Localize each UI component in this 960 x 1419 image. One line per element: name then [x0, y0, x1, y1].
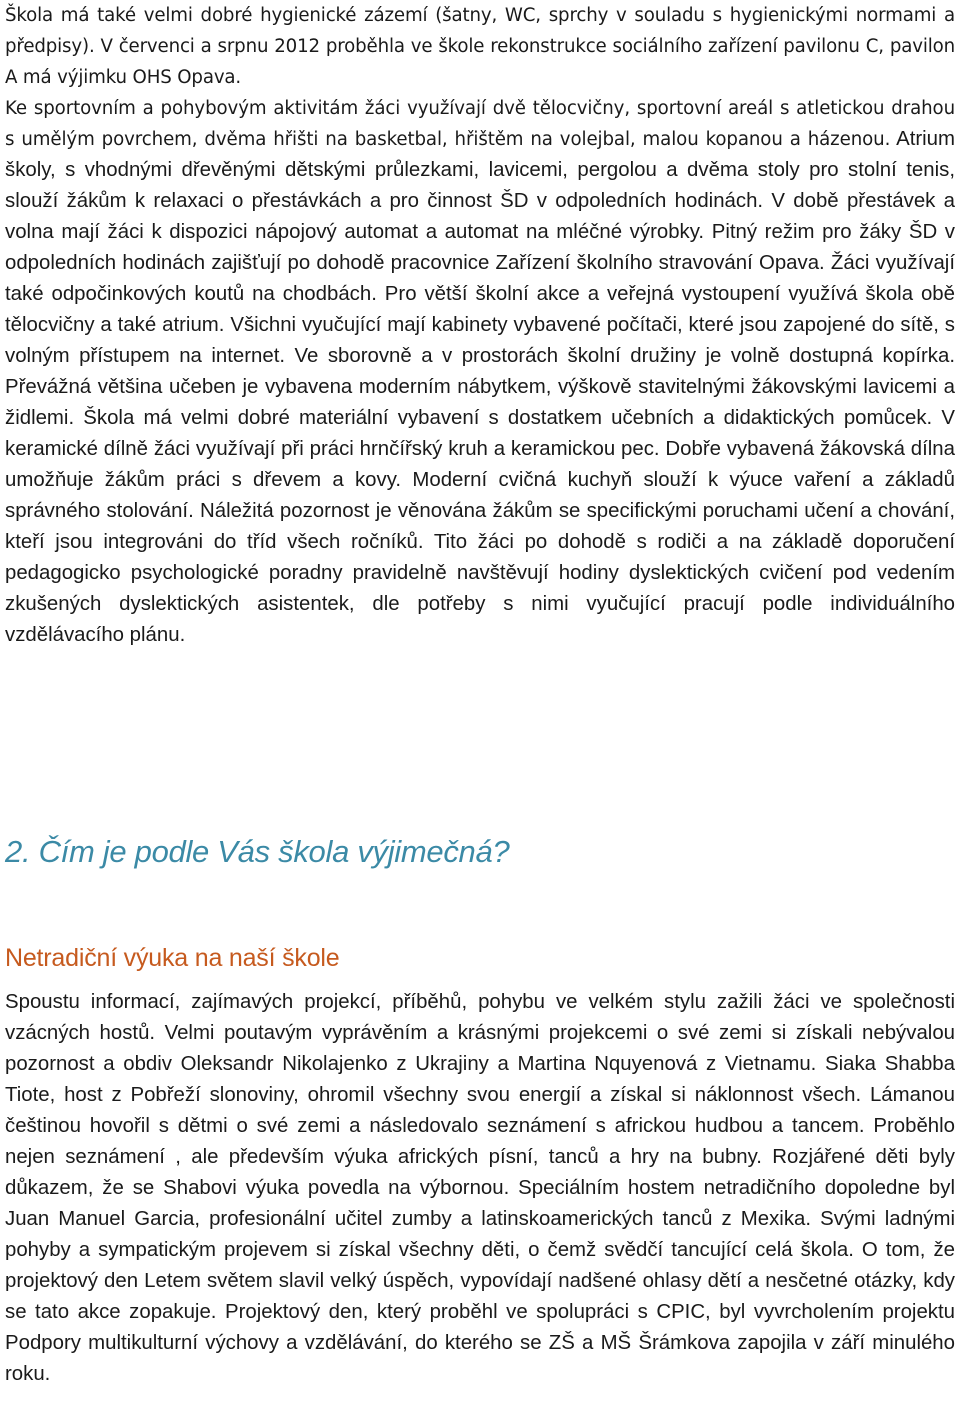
paragraph-facilities-rest: Atrium školy, s vhodnými dřevěnými dětskými průlezkami, lavicemi, pergolou a dvěma stoly pro stolní tenis, slouží žákům k relaxaci o přestávkách a pro činnost ŠD v odpoledních hodinách. V době přestávek a volna mají žáci k dispozici nápojový automat a automat na mléčné výrobky. Pitný režim pro žáky ŠD v odpoledních hodinách zajišťují po dohodě pracovnice Zařízení školního stravování Opava. Žáci využívají také odpočinkových koutů na chodbách. Pro větší školní akce a veřejná vystoupení využívá škola obě tělocvičny a také atrium. Všichni vyučující mají kabinety vybavené počítači, které jsou zapojené do sítě, s volným přístupem na internet. Ve sborovně a v prostorách školní družiny je volně dostupná kopírka. Převážná většina učeben je vybavena moderním nábytkem, výškově stavitelnými žákovskými lavicemi a židlemi. Škola má velmi dobré materiální vybavení s dostatkem učebních a didaktických pomůcek. V keramické dílně žáci využívají při práci hrnčířský kruh a keramickou pec. Dobře vybavená žákovská dílna umožňuje žákům práci s dřevem a kovy. Moderní cvičná kuchyň slouží k výuce vaření a základů správného stolování. Náležitá pozornost je věnována žákům se specifickými poruchami učení a chování, kteří jsou integrováni do tříd všech ročníků. Tito žáci po dohodě s rodiči a na základě doporučení pedagogicko psychologické poradny pravidelně navštěvují hodiny dyslektických cvičení pod vedením zkušených dyslektických asistentek, dle potřeby s nimi vyučující pracují podle individuálního vzdělávacího plánu.	[5, 128, 956, 646]
paragraph-nontraditional-teaching: Spoustu informací, zajímavých projekcí, příběhů, pohybu ve velkém stylu zažili žáci ve společnosti vzácných hostů. Velmi poutavým vyprávěním a krásnými projekcemi o své zemi si získali nebývalou pozornost a obdiv Oleksandr Nikolajenko z Ukrajiny a Martina Nquyenová z Vietnamu. Siaka Shabba Tiote, host z Pobřeží slonoviny, ohromil všechny svou energií a získal si náklonnost všech. Lámanou češtinou hovořil s dětmi o své zemi a následovalo seznámení s africkou hudbou a tancem. Proběhlo nejen seznámení , ale především výuka afrických písní, tanců a hry na bubny. Rozjářené děti byly důkazem, že se Shabovi výuka povedla na výbornou. Speciálním hostem netradičního dopoledne byl Juan Manuel Garcia, profesionální učitel zumby a latinskoamerických tanců z Mexika. Svými ladnými pohyby a sympatickým projevem si získal všechny děti, o čemž svědčí tancující celá škola. O tom, že projektový den Letem světem slavil velký úspěch, vypovídají nadšené ohlasy dětí a nesčetné otázky, kdy se tato akce zopakuje. Projektový den, který proběhl ve spolupráci s CPIC, byl vyvrcholením projektu Podpory multikulturní výchovy a vzdělávání, do kterého se ZŠ a MŠ Šrámkova zapojila v září minulého roku.	[5, 991, 955, 1385]
paragraph-facilities	[5, 93, 955, 651]
paragraph-facilities-sports: Ke sportovním a pohybovým aktivitám žáci využívají dvě tělocvičny, sportovní areál s atletickou drahou s umělým povrchem, dvěma hřišti na basketbal, hřištěm na volejbal, malou kopanou a házenou.	[5, 98, 955, 150]
subsection-heading: Netradiční výuka na naší škole	[5, 944, 340, 972]
section-heading: 2. Čím je podle Vás škola výjimečná?	[5, 834, 510, 869]
paragraph-hygiene: Škola má také velmi dobré hygienické zázemí (šatny, WC, sprchy v souladu s hygienickými normami a předpisy). V červenci a srpnu 2012 proběhla ve škole rekonstrukce sociálního zařízení pavilonu C, pavilon A má výjimku OHS Opava.	[5, 5, 955, 88]
